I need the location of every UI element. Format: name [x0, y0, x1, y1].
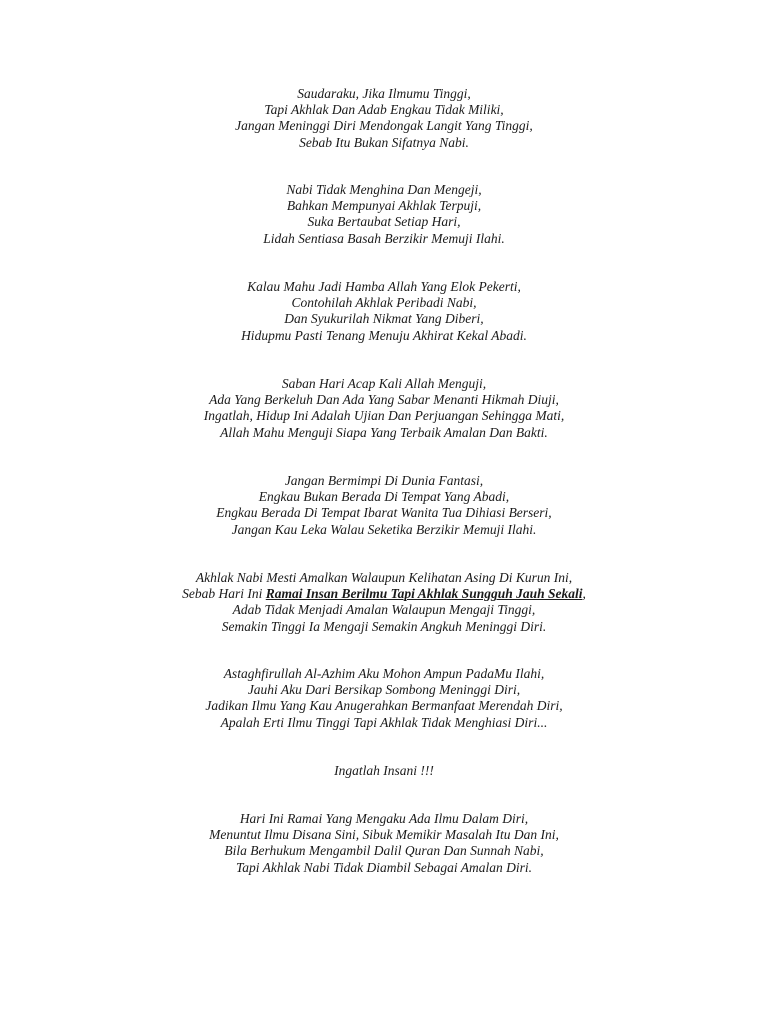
poem-line: Engkau Bukan Berada Di Tempat Yang Abadi, — [258, 489, 510, 505]
poem-line: Contohilah Akhlak Peribadi Nabi, — [291, 295, 477, 311]
poem-line: Tapi Akhlak Nabi Tidak Diambil Sebagai Amalan Diri. — [235, 859, 533, 875]
poem-line: Semakin Tinggi Ia Mengaji Semakin Angkuh Meninggi Diri. — [221, 618, 547, 634]
poem-line: Tapi Akhlak Dan Adab Engkau Tidak Miliki, — [264, 102, 504, 118]
stanza-7 — [0, 666, 768, 731]
poem-line: Bahkan Mempunyai Akhlak Terpuji, — [286, 198, 482, 214]
poem-line: Jauhi Aku Dari Bersikap Sombong Meninggi Diri, — [247, 682, 521, 698]
line-suffix: , — [582, 586, 586, 602]
emphasized-text: Ramai Insan Berilmu Tapi Akhlak Sungguh Jauh Sekali — [265, 586, 583, 602]
poem-line: Sebab Itu Bukan Sifatnya Nabi. — [299, 134, 469, 150]
poem-line: Nabi Tidak Menghina Dan Mengeji, — [286, 182, 482, 197]
poem-line: Apalah Erti Ilmu Tinggi Tapi Akhlak Tidak Menghiasi Diri... — [220, 714, 548, 730]
poem-line: Lidah Sentiasa Basah Berzikir Memuji Ilahi. — [263, 230, 505, 246]
stanza-4 — [0, 376, 768, 441]
stanza-5 — [0, 473, 768, 538]
poem-line: Jangan Kau Leka Walau Seketika Berzikir Memuji Ilahi. — [231, 521, 537, 537]
poem-line: Ingatlah, Hidup Ini Adalah Ujian Dan Perjuangan Sehingga Mati, — [203, 408, 565, 424]
poem-line: Saban Hari Acap Kali Allah Menguji, — [281, 376, 487, 391]
poem-line: Suka Bertaubat Setiap Hari, — [307, 214, 461, 230]
poem-line: Astaghfirullah Al-Azhim Aku Mohon Ampun PadaMu Ilahi, — [223, 666, 545, 681]
poem-line: Ingatlah Insani !!! — [334, 763, 434, 778]
poem-line: Dan Syukurilah Nikmat Yang Diberi, — [284, 311, 484, 327]
poem-line: Akhlak Nabi Mesti Amalkan Walaupun Kelihatan Asing Di Kurun Ini, — [195, 570, 573, 585]
line-prefix: Sebab Hari Ini — [182, 586, 266, 602]
poem-line: Hidupmu Pasti Tenang Menuju Akhirat Kekal Abadi. — [241, 327, 527, 343]
poem-line-emphasis — [0, 586, 768, 602]
poem-line: Jadikan Ilmu Yang Kau Anugerahkan Bermanfaat Merendah Diri, — [205, 698, 563, 714]
poem-line: Engkau Berada Di Tempat Ibarat Wanita Tua Dihiasi Berseri, — [216, 505, 552, 521]
poem-line: Kalau Mahu Jadi Hamba Allah Yang Elok Pekerti, — [247, 279, 521, 294]
stanza-6 — [0, 570, 768, 635]
poem-line: Hari Ini Ramai Yang Mengaku Ada Ilmu Dalam Diri, — [239, 811, 529, 826]
stanza-8 — [0, 763, 768, 779]
poem-line: Bila Berhukum Mengambil Dalil Quran Dan Sunnah Nabi, — [224, 843, 544, 859]
poem-line: Saudaraku, Jika Ilmumu Tinggi, — [297, 86, 471, 101]
poem-line: Adab Tidak Menjadi Amalan Walaupun Mengaji Tinggi, — [232, 602, 536, 618]
stanza-2 — [0, 182, 768, 247]
poem-line: Ada Yang Berkeluh Dan Ada Yang Sabar Menanti Hikmah Diuji, — [209, 392, 559, 408]
stanza-1 — [0, 86, 768, 151]
stanza-9 — [0, 811, 768, 876]
poem-line: Jangan Meninggi Diri Mendongak Langit Yang Tinggi, — [235, 118, 533, 134]
stanza-3 — [0, 279, 768, 344]
poem-line: Jangan Bermimpi Di Dunia Fantasi, — [284, 473, 484, 488]
poem-line: Menuntut Ilmu Disana Sini, Sibuk Memikir Masalah Itu Dan Ini, — [209, 827, 559, 843]
poem-line: Allah Mahu Menguji Siapa Yang Terbaik Amalan Dan Bakti. — [220, 424, 548, 440]
